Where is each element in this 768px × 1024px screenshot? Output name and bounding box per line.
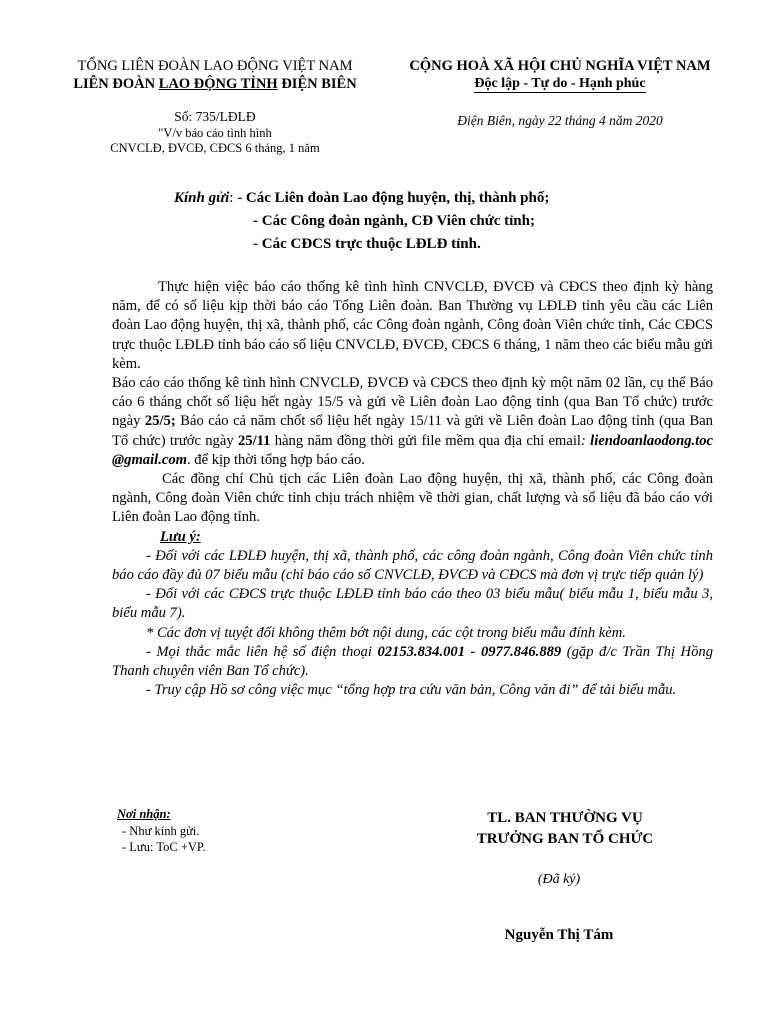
document-subject xyxy=(56,126,374,156)
p2-colon: : xyxy=(580,432,591,449)
document-subject-line-2: CNVCLĐ, ĐVCĐ, CĐCS 6 tháng, 1 năm xyxy=(110,141,320,155)
distribution-title: Nơi nhận: xyxy=(117,807,171,821)
note-4 xyxy=(112,643,713,681)
signature-block xyxy=(400,808,730,944)
nation-title: CỘNG HOÀ XÃ HỘI CHỦ NGHĨA VIỆT NAM xyxy=(409,58,711,74)
note-title-line xyxy=(112,528,713,547)
note-4-text-1: - Mọi thắc mắc liên hệ số điện thoại xyxy=(146,643,378,660)
national-motto xyxy=(380,75,740,93)
distribution-item-1: - Như kính gửi. xyxy=(122,823,200,838)
parent-organization: TỔNG LIÊN ĐOÀN LAO ĐỘNG VIỆT NAM xyxy=(77,58,353,74)
recipients-block xyxy=(174,187,549,256)
note-title: Lưu ý: xyxy=(160,528,201,545)
document-body xyxy=(112,278,713,700)
recipient-3: - Các CĐCS trực thuộc LĐLĐ tỉnh. xyxy=(253,236,481,252)
note-2: - Đối với các CĐCS trực thuộc LĐLĐ tỉnh báo cáo theo 03 biểu mẫu( biểu mẫu 1, biểu mẫu 3, biểu mẫu 7). xyxy=(112,586,713,622)
body-paragraph-1: Thực hiện việc báo cáo thống kê tình hình CNVCLĐ, ĐVCĐ và CĐCS theo định kỳ hàng năm, để có số liệu kịp thời báo cáo Tổng Liên đoàn. Ban Thường vụ LĐLĐ tỉnh yêu cầu các Liên đoàn Lao động huyện, thị xã, thành phố, các Công đoàn ngành, Công đoàn Viên chức tỉnh, Các CĐCS trực thuộc LĐLĐ tỉnh báo cáo số liệu CNVCLĐ, ĐVCĐ, CĐCS 6 tháng, 1 năm theo các biểu mẫu gửi kèm. xyxy=(112,279,713,372)
recipient-2: - Các Công đoàn ngành, CĐ Viên chức tỉnh; xyxy=(253,213,535,229)
organization-name-part-3: ĐIỆN BIÊN xyxy=(277,76,357,92)
organization-name-part-1: LIÊN ĐOÀN xyxy=(73,76,159,92)
organization-name xyxy=(56,75,374,93)
p2-deadline-1: 25/5; xyxy=(144,413,176,430)
document-subject-line-1: "V/v báo cáo tình hình xyxy=(158,126,272,140)
document-date: Điện Biên, ngày 22 tháng 4 năm 2020 xyxy=(457,113,663,128)
signer-name: Nguyễn Thị Tám xyxy=(504,927,614,943)
signed-note: (Đã ký) xyxy=(537,872,581,887)
body-paragraph-3: Các đồng chí Chủ tịch các Liên đoàn Lao động huyện, thị xã, thành phố, các Công đoàn ngành, Công đoàn Viên chức tỉnh chịu trách nhiệm về thời gian, chất lượng và số liệu đã báo cáo với Liên đoàn Lao động tỉnh. xyxy=(112,471,713,526)
p2-text-4: . để kịp thời tổng hợp báo cáo. xyxy=(186,451,365,468)
recipients-label: Kính gửi xyxy=(174,190,230,206)
distribution-list xyxy=(117,806,206,856)
note-4-text-2: (gặp đ/c Trần Thị Hồng Thanh chuyên viên Ban Tổ chức). xyxy=(112,643,713,680)
note-5: - Truy cập Hồ sơ công việc mục “tổng hợp tra cứu văn bản, Công văn đi” để tải biểu mẫu. xyxy=(146,682,677,699)
recipient-line-1 xyxy=(174,187,549,210)
signature-title-2: TRƯỞNG BAN TỔ CHỨC xyxy=(476,831,654,847)
p2-text-3: hàng năm đồng thời gửi file mềm qua địa chỉ email xyxy=(270,432,581,449)
p2-text-1: Báo cáo cáo thống kê tình hình CNVCLĐ, ĐVCĐ và CĐCS theo định kỳ một năm 02 lần, cụ thể Báo cáo 6 tháng chốt số liệu hết ngày 15/5 và gửi về Liên đoàn Lao động tỉnh (qua Ban Tổ chức) trước ngày xyxy=(112,375,713,430)
recipients-colon: : xyxy=(229,190,234,206)
national-motto-text: Độc lập - Tự do - Hạnh phúc xyxy=(474,76,646,91)
distribution-item-2: - Lưu: ToC +VP. xyxy=(122,840,206,854)
p2-email: liendoanlaodong.toc @gmail.com xyxy=(112,432,713,468)
note-3: * Các đơn vị tuyệt đối không thêm bớt nội dung, các cột trong biểu mẫu đính kèm. xyxy=(146,624,626,641)
p2-deadline-2: 25/11 xyxy=(237,432,271,449)
organization-name-part-2: LAO ĐỘNG TỈNH xyxy=(158,76,278,92)
body-paragraph-2 xyxy=(112,374,713,470)
note-1: - Đối với các LĐLĐ huyện, thị xã, thành phố, các công đoàn ngành, Công đoàn Viên chức tỉnh báo cáo đầy đủ 07 biểu mẫu (chỉ báo cáo số CNVCLĐ, ĐVCĐ và CĐCS mà đơn vị trực tiếp quản lý) xyxy=(112,547,713,584)
p2-text-2: Báo cáo cả năm chốt số liệu hết ngày 15/11 và gửi về Liên đoàn Lao động tỉnh (qua Ban Tổ chức) trước ngày xyxy=(112,413,713,449)
signature-title-1: TL. BAN THƯỜNG VỤ xyxy=(487,810,643,826)
national-header xyxy=(380,57,740,93)
recipient-1: - Các Liên đoàn Lao động huyện, thị, thành phố; xyxy=(233,190,550,206)
document-number: Số: 735/LĐLĐ xyxy=(174,109,256,124)
issuer-block xyxy=(56,57,374,93)
note-4-phone: 02153.834.001 - 0977.846.889 xyxy=(377,643,562,660)
